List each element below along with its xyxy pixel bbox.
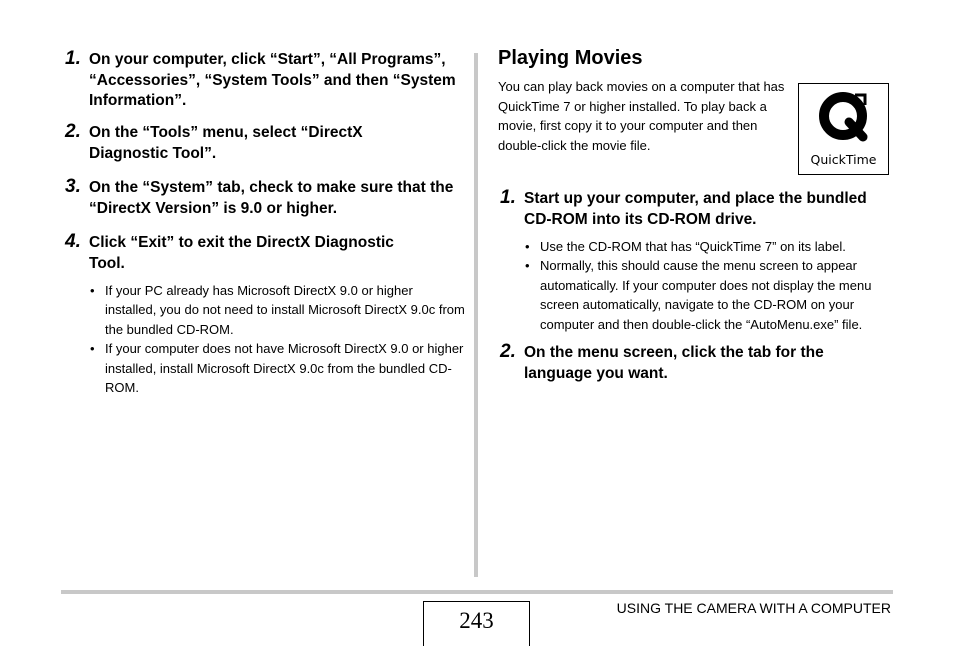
step-number: 1. xyxy=(500,187,516,208)
step-text: Start up your computer, and place the bundled CD-ROM into its CD-ROM drive. xyxy=(524,190,867,228)
bullet-item xyxy=(89,339,465,397)
quicktime-logo-icon xyxy=(817,90,873,146)
intro-paragraph: You can play back movies on a computer that has QuickTime 7 or higher installed. To play back a movie, first copy it to your computer and then double-click the movie file. xyxy=(498,79,785,153)
step-text: On the menu screen, click the tab for the language you want. xyxy=(524,344,824,382)
step-number: 1. xyxy=(65,48,81,69)
step-bullet-list xyxy=(89,281,465,397)
left-step-3 xyxy=(65,178,465,219)
step-text: On the “Tools” menu, select “DirectX Diagnostic Tool”. xyxy=(89,124,363,162)
footer-rule xyxy=(61,590,893,594)
column-divider xyxy=(474,53,478,577)
left-step-1 xyxy=(65,50,465,112)
bullet-text: If your PC already has Microsoft DirectX 9.0 or higher installed, you do not need to install Microsoft DirectX 9.0c from the bundled CD-ROM. xyxy=(105,283,465,337)
bullet-dot: • xyxy=(525,239,530,254)
quicktime-logo-box xyxy=(798,83,889,175)
bullet-dot: • xyxy=(90,341,95,357)
bullet-item xyxy=(89,281,465,339)
step-text: On the “System” tab, check to make sure that the “DirectX Version” is 9.0 or higher. xyxy=(89,179,454,217)
bullet-item xyxy=(524,237,894,256)
bullet-item xyxy=(524,256,894,334)
step-text: Click “Exit” to exit the DirectX Diagnostic Tool. xyxy=(89,234,394,272)
page-number: 243 xyxy=(459,608,494,633)
bullet-text: Use the CD-ROM that has “QuickTime 7” on its label. xyxy=(540,239,846,254)
left-step-4 xyxy=(65,233,465,397)
step-number: 3. xyxy=(65,176,81,197)
page-number-box xyxy=(423,601,530,646)
step-number: 2. xyxy=(65,121,81,142)
step-bullet-list xyxy=(524,237,894,334)
bullet-text: Normally, this should cause the menu screen to appear automatically. If your computer does not display the menu screen automatically, navigate to the CD-ROM on your computer and then double-click the “AutoMenu.exe” file. xyxy=(540,258,872,332)
right-step-1 xyxy=(500,189,892,334)
step-text: On your computer, click “Start”, “All Programs”, “Accessories”, “System Tools” and then “System Information”. xyxy=(89,51,456,109)
section-title: Playing Movies xyxy=(498,47,643,69)
bullet-dot: • xyxy=(525,258,530,274)
left-step-2 xyxy=(65,123,465,164)
step-number: 4. xyxy=(65,231,81,252)
right-step-2 xyxy=(500,343,892,384)
step-number: 2. xyxy=(500,341,516,362)
logo-caption: QuickTime xyxy=(810,152,877,167)
footer-section-title: USING THE CAMERA WITH A COMPUTER xyxy=(616,600,891,616)
bullet-text: If your computer does not have Microsoft DirectX 9.0 or higher installed, install Microsoft DirectX 9.0c from the bundled CD-ROM. xyxy=(105,341,464,396)
bullet-dot: • xyxy=(90,283,95,298)
